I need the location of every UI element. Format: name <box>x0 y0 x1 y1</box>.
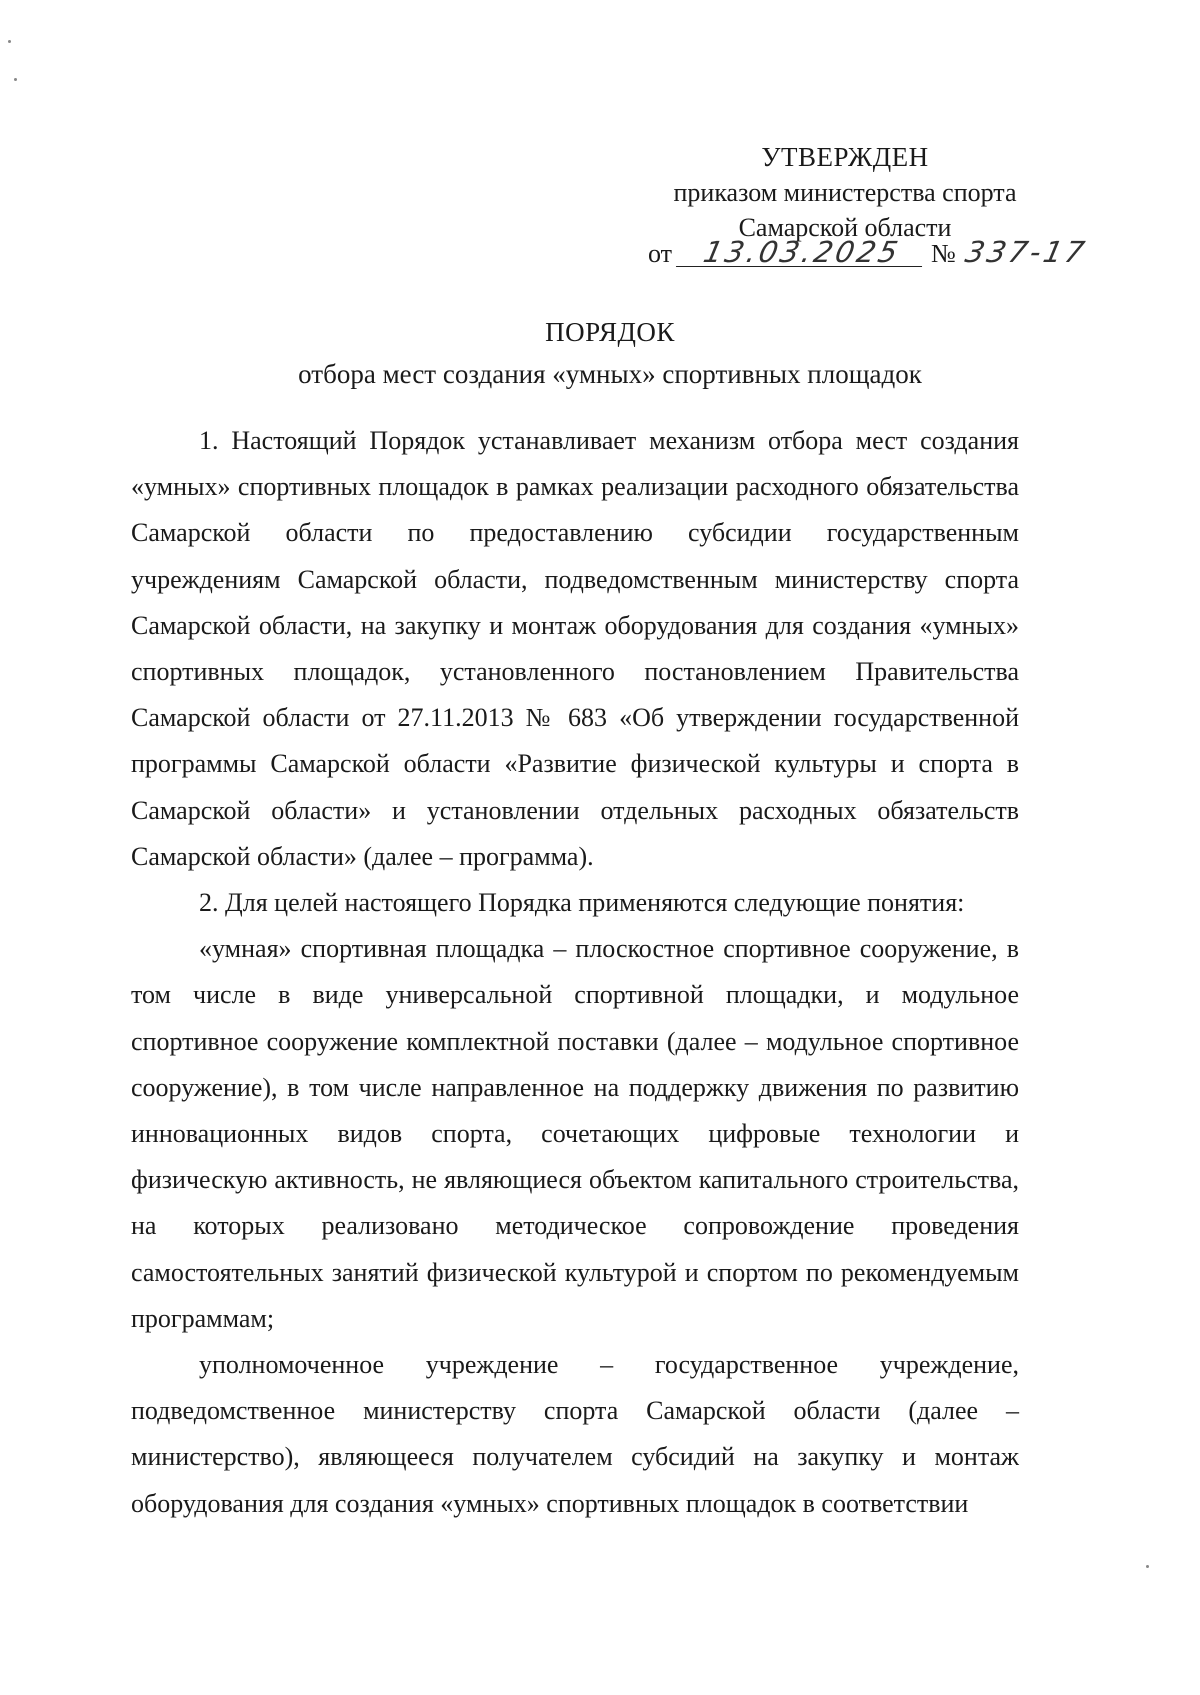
handwritten-date: 13.03.2025 <box>675 238 927 267</box>
paragraph-2: 2. Для целей настоящего Порядка применяются следующие понятия: <box>199 888 965 918</box>
scan-speck <box>1146 1565 1149 1568</box>
number-prefix: № <box>931 239 956 268</box>
paragraph-1: 1. Настоящий Порядок устанавливает механизм отбора мест создания «умных» спортивных площадок в рамках реализации расходного обязательства Самарской области по предоставлению субсидии государственным учреждениям Самарской области, подведомственным министерству спорта Самарской области, на закупку и монтаж оборудования для создания «умных» спортивных площадок, установленного постановлением Правительства Самарской области от 27.11.2013 № 683 «Об утверждении государственной программы Самарской области «Развитие физической культуры и спорта в Самарской области» и установлении отдельных расходных обязательств Самарской области» (далее – программа). <box>131 426 1019 871</box>
title-subtitle: отбора мест создания «умных» спортивных площадок <box>298 359 922 389</box>
approval-date-line <box>648 236 1108 271</box>
scan-speck <box>14 78 17 81</box>
document-body <box>131 418 1019 1527</box>
approval-heading: УТВЕРЖДЕН <box>761 142 929 172</box>
scan-speck <box>8 40 11 43</box>
paragraph-3: «умная» спортивная площадка – плоскостное спортивное сооружение, в том числе в виде универсальной спортивной площадки, и модульное спортивное сооружение комплектной поставки (далее – модульное спортивное сооружение), в том числе направленное на поддержку движения по развитию инновационных видов спорта, сочетающих цифровые технологии и физическую активность, не являющиеся объектом капитального строительства, на которых реализовано методическое сопровождение проведения самостоятельных занятий физической культурой и спортом по рекомендуемым программам; <box>131 934 1019 1333</box>
document-title <box>0 311 1200 395</box>
approval-block <box>630 140 1060 245</box>
title-main: ПОРЯДОК <box>545 317 675 347</box>
approval-line-2: Самарской области <box>738 213 952 242</box>
approval-line-1: приказом министерства спорта <box>673 178 1017 207</box>
date-prefix: от <box>648 239 673 268</box>
handwritten-number: 337-17 <box>962 235 1091 269</box>
paragraph-4: уполномоченное учреждение – государственное учреждение, подведомственное министерству спорта Самарской области (далее – министерство), являющееся получателем субсидий на закупку и монтаж оборудования для создания «умных» спортивных площадок в соответствии <box>131 1350 1019 1518</box>
